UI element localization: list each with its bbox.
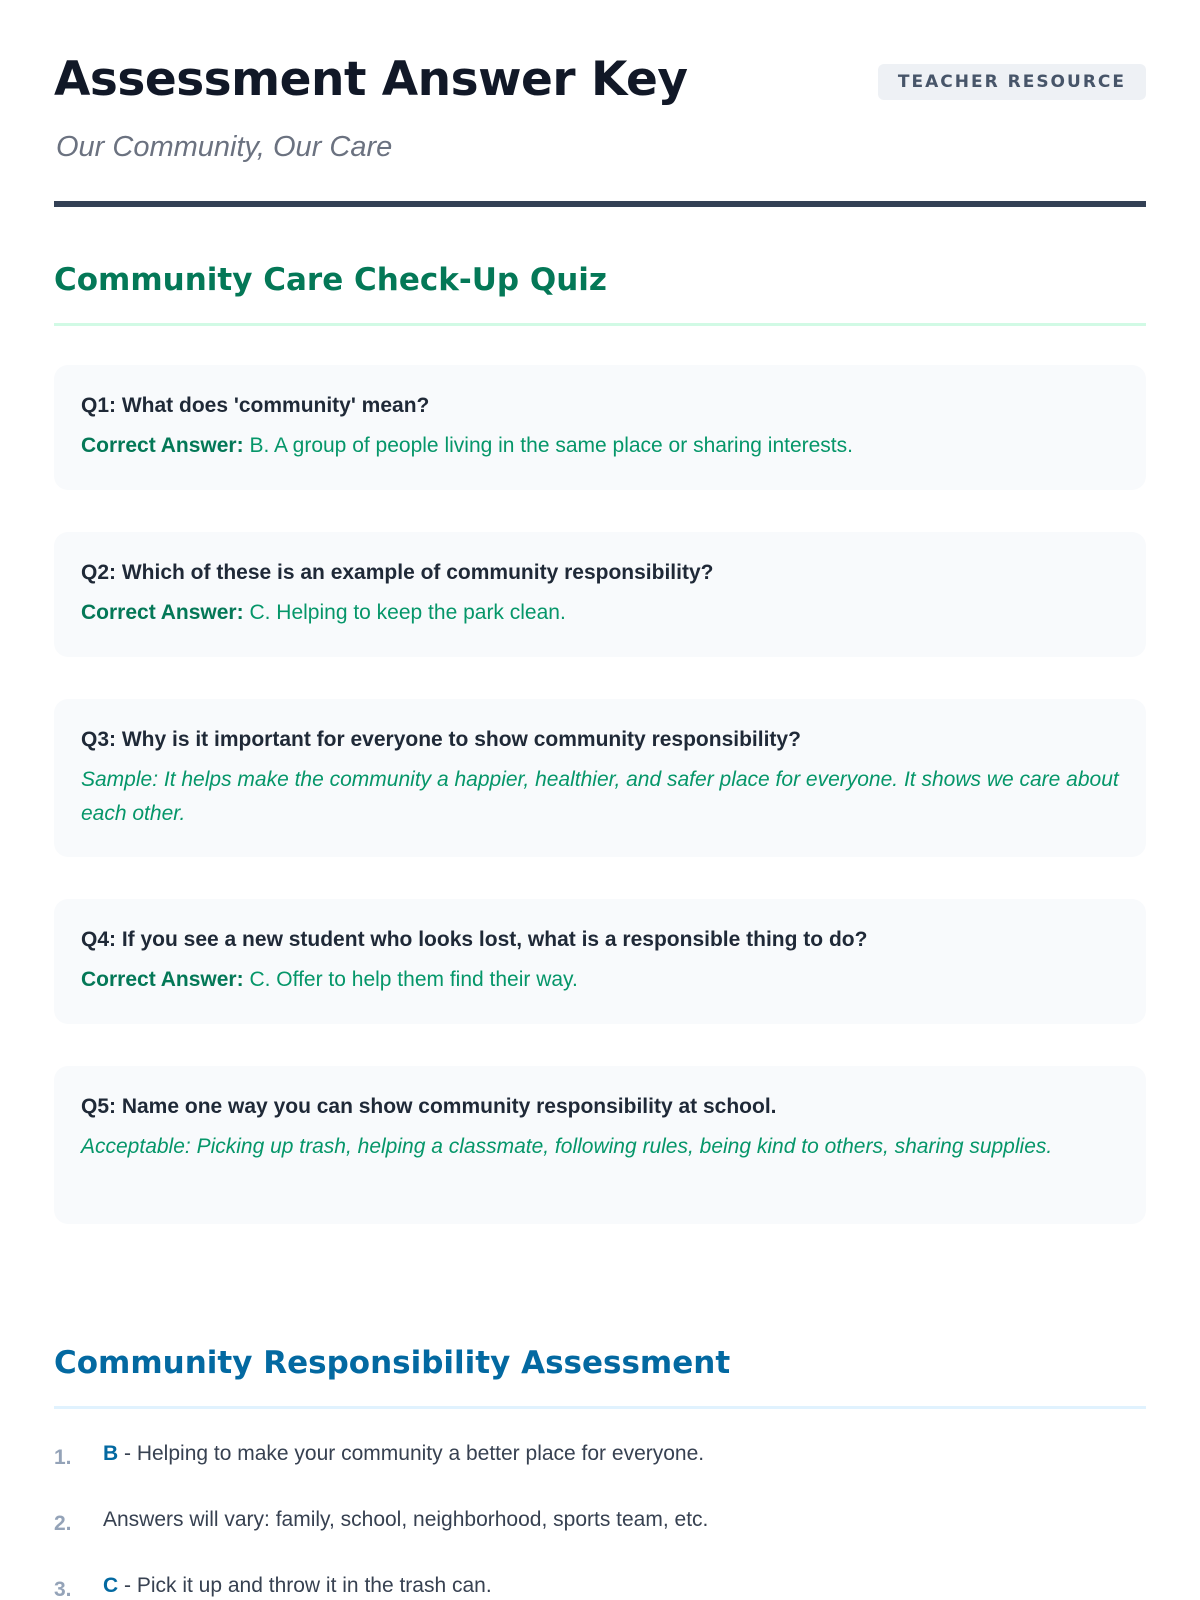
list-item [54,1506,1146,1572]
answer-text [81,965,1119,995]
assessment-section-title: Community Responsibility Assessment [54,1345,731,1381]
item-answer-description: - Helping to make your community a better place for everyone. [118,1442,705,1465]
item-answer-key: C [103,1574,119,1597]
acceptable-answer-text: Acceptable: Picking up trash, helping a classmate, following rules, being kind to others, sharing supplies. [81,1135,1053,1158]
question-text: Q2: Which of these is an example of community responsibility? [81,561,714,584]
question-text: Q4: If you see a new student who looks lost, what is a responsible thing to do? [81,928,868,951]
question-card-3 [54,699,1146,857]
answer-text [81,431,1119,461]
page-header [54,0,1146,207]
quiz-section-header [54,262,1146,326]
list-item [54,1572,1146,1600]
item-number: 2. [54,1512,72,1535]
item-text: Answers will vary: family, school, neighborhood, sports team, etc. [103,1508,709,1531]
item-answer-key: B [103,1442,119,1465]
question-card-2 [54,532,1146,657]
answer-text [81,598,1119,628]
question-text: Q1: What does 'community' mean? [81,394,430,417]
page-title: Assessment Answer Key [54,52,688,107]
question-card-4 [54,899,1146,1024]
answer-label: Correct Answer: [81,968,244,991]
answer-value: C. Helping to keep the park clean. [249,601,566,624]
sample-answer-text: Sample: It helps make the community a happier, healthier, and safer place for everyone. It shows we care about each other. [81,768,1119,825]
item-text [103,1574,492,1598]
question-card-5 [54,1066,1146,1224]
question-card-1 [54,365,1146,490]
quiz-section-title: Community Care Check-Up Quiz [54,262,607,298]
item-number: 3. [54,1578,72,1600]
page-subtitle: Our Community, Our Care [56,131,393,163]
answer-value: B. A group of people living in the same place or sharing interests. [249,434,853,457]
answer-label: Correct Answer: [81,434,244,457]
item-text [103,1442,704,1466]
item-answer-description: - Pick it up and throw it in the trash can. [118,1574,492,1597]
assessment-answer-list [54,1440,1146,1600]
answer-value: C. Offer to help them find their way. [249,968,578,991]
assessment-section-header [54,1345,1146,1409]
teacher-resource-badge: TEACHER RESOURCE [878,64,1146,100]
item-number: 1. [54,1446,72,1469]
question-text: Q3: Why is it important for everyone to show community responsibility? [81,728,801,751]
question-text: Q5: Name one way you can show community responsibility at school. [81,1095,777,1118]
list-item [54,1440,1146,1506]
answer-label: Correct Answer: [81,601,244,624]
